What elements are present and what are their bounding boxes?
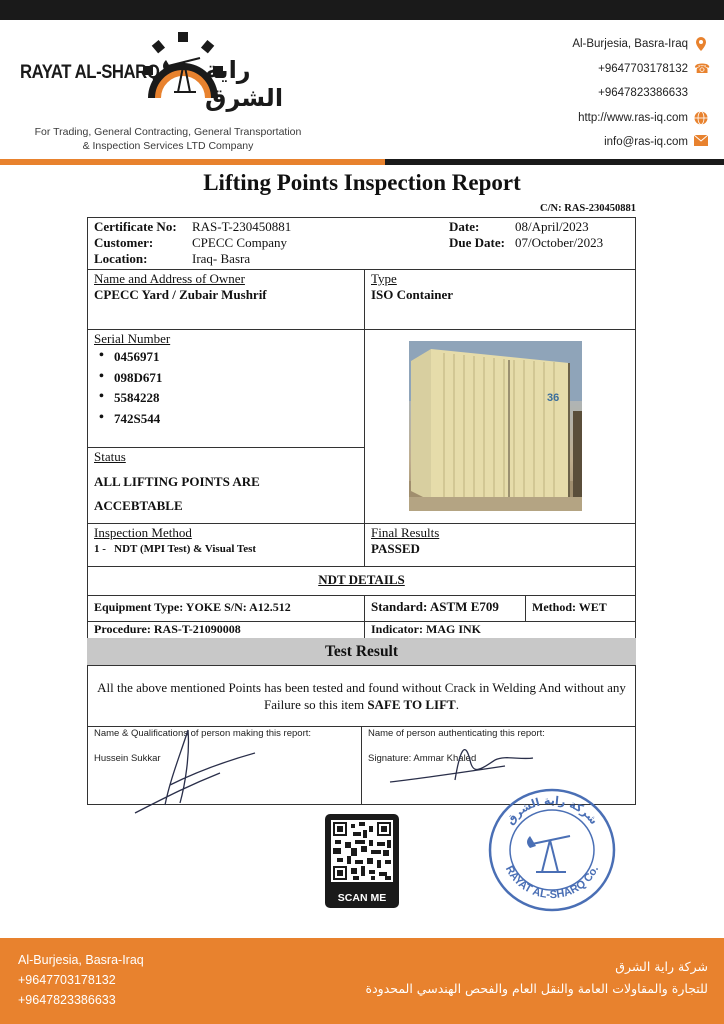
company-stamp	[486, 786, 618, 914]
footer-phone-1[interactable]: +9647703178132	[18, 973, 116, 987]
final-cell: Final Results PASSED	[364, 523, 636, 567]
svg-text:36: 36	[547, 392, 560, 404]
scan-me-label: SCAN ME	[337, 892, 387, 904]
method-wet-cell: Method: WET	[525, 595, 636, 622]
contact-address: Al-Burjesia, Basra-Iraq	[572, 32, 708, 57]
cn-number: C/N: RAS-230450881	[540, 203, 636, 214]
certificate-number: RAS-T-230450881	[192, 219, 292, 234]
indicator-cell: Indicator: MAG INK	[364, 621, 636, 639]
envelope-icon	[694, 135, 708, 149]
contact-website[interactable]: http://www.ras-iq.com	[572, 106, 708, 131]
standard-cell: Standard: ASTM E709	[364, 595, 526, 622]
type-value: ISO Container	[371, 287, 453, 302]
telephone-icon: ☎	[694, 60, 711, 76]
header-contacts	[572, 32, 711, 155]
logo-text-ar: راية الشرق	[205, 56, 284, 112]
issue-date: 08/April/2023	[515, 219, 589, 234]
test-result-text: All the above mentioned Points has been tested and found without Crack in Welding And without any Failure so this item SAFE TO LIFT.	[87, 665, 636, 727]
globe-icon	[694, 111, 708, 125]
certificate-row: Certificate No: RAS-T-230450881 Customer: CPECC Company Location: Iraq- Basra Date: 08/April/2023 Due Date: 07/October/2023	[87, 217, 636, 270]
due-date: 07/October/2023	[515, 235, 604, 250]
footer-address: Al-Burjesia, Basra-Iraq	[18, 953, 144, 967]
contact-phone-2[interactable]: +9647823386633	[598, 87, 688, 100]
procedure-cell: Procedure: RAS-T-21090008	[87, 621, 365, 639]
status-line-1: ALL LIFTING POINTS ARE	[94, 474, 260, 489]
contact-phone-1[interactable]: +9647703178132 ☎	[598, 60, 711, 76]
equipment-cell: Equipment Type: YOKE S/N: A12.512	[87, 595, 365, 622]
customer-name: CPECC Company	[192, 235, 287, 250]
top-bar	[0, 0, 724, 20]
logo-text-en: RAYAT AL-SHARQ	[20, 62, 160, 83]
authenticator-name: Signature: Ammar Khaled	[368, 753, 477, 764]
company-tagline: For Trading, General Contracting, General Transportation & Inspection Services LTD Company	[34, 126, 302, 152]
safe-to-lift: SAFE TO LIFT	[367, 697, 456, 712]
owner-cell: Name and Address of Owner CPECC Yard / Zubair Mushrif	[87, 269, 365, 330]
serial-list	[94, 349, 357, 431]
status-line-2: ACCEBTABLE	[94, 498, 183, 513]
method-value: NDT (MPI Test) & Visual Test	[114, 543, 257, 555]
footer	[0, 938, 724, 1024]
header-stripe-orange	[0, 159, 385, 165]
serial-cell: Serial Number • 0456971 • 098D671 • 5584228 • 742S544	[87, 329, 365, 448]
signature-right-cell: Name of person authenticating this report: Signature: Ammar Khaled	[361, 726, 636, 805]
report-title: Lifting Points Inspection Report	[203, 170, 521, 195]
final-value: PASSED	[371, 541, 420, 556]
signature-left-cell: Name & Qualifications of person making this report: Hussein Sukkar	[87, 726, 362, 805]
svg-text:RAYAT AL-SHARQ Co.: RAYAT AL-SHARQ Co.	[502, 863, 602, 902]
inspector-name: Hussein Sukkar	[94, 753, 161, 764]
signature-scribble-right	[385, 730, 535, 790]
contact-email[interactable]: info@ras-iq.com	[572, 130, 708, 155]
method-cell: Inspection Method 1 - NDT (MPI Test) & Visual Test	[87, 523, 365, 567]
qr-code[interactable]	[325, 814, 399, 908]
serial-item: • 098D671	[94, 370, 357, 391]
type-cell: Type ISO Container	[364, 269, 636, 330]
ndt-details-title: NDT DETAILS	[87, 566, 636, 596]
photo-cell	[364, 329, 636, 524]
owner-value: CPECC Yard / Zubair Mushrif	[94, 287, 267, 302]
test-result-title: Test Result	[87, 638, 636, 666]
serial-item: • 742S544	[94, 411, 357, 432]
serial-item: • 0456971	[94, 349, 357, 370]
qr-pattern	[331, 820, 393, 882]
header-stripe-dark	[385, 159, 724, 165]
location: Iraq- Basra	[192, 251, 251, 266]
location-pin-icon	[694, 37, 708, 51]
inspection-sheet	[87, 217, 636, 805]
svg-text:شركة راية الشرق: شركة راية الشرق	[503, 793, 601, 828]
signature-scribble-left	[130, 725, 260, 820]
status-cell: Status ALL LIFTING POINTS ARE ACCEBTABLE	[87, 447, 365, 524]
company-logo	[20, 26, 320, 126]
container-photo	[409, 341, 582, 511]
footer-company-ar: شركة راية الشرق للتجارة والمقاولات العامة والنقل العام والفحص الهندسي المحدودة	[365, 959, 708, 996]
footer-contacts	[18, 950, 144, 1010]
footer-phone-2[interactable]: +9647823386633	[18, 993, 116, 1007]
serial-item: • 5584228	[94, 390, 357, 411]
